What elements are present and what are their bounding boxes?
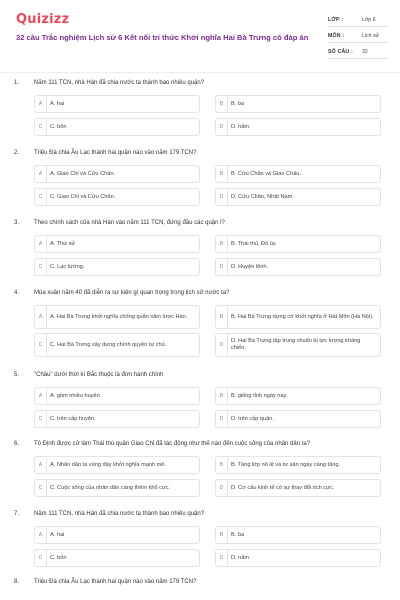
option-text: C. Giao Chỉ và Cửu Chân. — [50, 193, 116, 200]
option-text: A. gồm nhiều huyện. — [50, 392, 102, 399]
option-text: C. Cuộc sống của nhân dân càng thêm khổ cực. — [50, 484, 171, 491]
option-text: D. Cơ cấu kinh tế có sự thay đổi tích cực. — [231, 484, 335, 491]
option-letter: D — [216, 119, 228, 135]
meta-key: MÔN : — [328, 33, 345, 39]
option-letter: C — [35, 259, 47, 275]
option-text: D. năm — [231, 123, 250, 130]
option-text: C. trên cấp huyện. — [50, 415, 96, 422]
question-number: 5. — [14, 372, 20, 378]
answer-option-b[interactable] — [215, 235, 381, 253]
answer-option-c[interactable] — [34, 479, 200, 497]
question-number: 7. — [14, 511, 20, 517]
question-text: Tô Định được cử làm Thái thú quận Giao Chỉ đã tác động như thế nào đến cuộc sống của nhân dân ta? — [34, 441, 311, 447]
question-number: 6. — [14, 441, 20, 447]
option-text: C. Lạc tướng. — [50, 263, 85, 270]
quizizz-logo[interactable]: Quizizz — [16, 12, 70, 27]
option-letter: A — [35, 388, 47, 404]
worksheet-title: 32 câu Trắc nghiệm Lịch sử 6 Kết nối tri thức Khởi nghĩa Hai Bà Trưng có đáp án — [16, 33, 309, 42]
option-text: D. năm — [231, 554, 250, 561]
answer-option-d[interactable] — [215, 479, 381, 497]
answer-option-a[interactable] — [34, 165, 200, 183]
option-text: A. Thứ sử — [50, 240, 76, 247]
option-text: A. hai — [50, 100, 65, 107]
option-letter: B — [216, 236, 228, 252]
option-letter: C — [35, 550, 47, 566]
option-text: D. Hai Bà Trưng tập trung chuẩn bị lực lượng kháng chiến. — [231, 338, 361, 351]
option-letter: B — [216, 388, 228, 404]
answer-option-b[interactable] — [215, 305, 381, 329]
answer-option-c[interactable] — [34, 410, 200, 428]
answer-option-d[interactable] — [215, 333, 381, 357]
question-text: "Châu" dưới thời kì Bắc thuộc là đơn hành chính — [34, 372, 164, 378]
answer-option-c[interactable] — [34, 188, 200, 206]
option-text: B. ba — [231, 531, 245, 538]
answer-option-d[interactable] — [215, 258, 381, 276]
meta-value: Lịch sử — [362, 33, 380, 39]
option-text: A. hai — [50, 531, 65, 538]
option-letter: B — [216, 306, 228, 328]
option-letter: C — [35, 119, 47, 135]
meta-value: 32 — [362, 49, 368, 55]
option-text: B. Hai Bà Trưng dựng cờ khởi nghĩa ở Hát Môn (Hà Nội). — [231, 313, 374, 320]
answer-option-a[interactable] — [34, 387, 200, 405]
worksheet-header — [0, 0, 400, 70]
answer-option-b[interactable] — [215, 387, 381, 405]
question-text: Theo chính sách của nhà Hán vào năm 111 TCN, đứng đầu các quận l? — [34, 220, 225, 226]
option-letter: C — [35, 411, 47, 427]
option-letter: D — [216, 259, 228, 275]
question-number: 1. — [14, 80, 20, 86]
header-divider — [0, 72, 400, 73]
option-text: A. Nhân dân ta vùng dậy khởi nghĩa mạnh mẽ. — [50, 461, 166, 468]
answer-option-a[interactable] — [34, 456, 200, 474]
option-letter: D — [216, 334, 228, 356]
option-letter: B — [216, 457, 228, 473]
answer-option-d[interactable] — [215, 410, 381, 428]
question-text: Mùa xuân năm 40 đã diễn ra sự kiện gì quan trọng trong lịch sử nước ta? — [34, 290, 230, 296]
option-text: D. Huyện lệnh. — [231, 263, 269, 270]
question-text: Năm 111 TCN, nhà Hán đã chia nước ta thành bao nhiêu quận? — [34, 80, 205, 86]
option-letter: A — [35, 96, 47, 112]
answer-option-c[interactable] — [34, 258, 200, 276]
meta-row-question-count — [328, 46, 388, 59]
option-letter: D — [216, 189, 228, 205]
answer-option-b[interactable] — [215, 95, 381, 113]
option-letter: C — [35, 480, 47, 496]
answer-option-a[interactable] — [34, 235, 200, 253]
question-number: 2. — [14, 150, 20, 156]
option-letter: C — [35, 189, 47, 205]
meta-value: Lớp 6 — [362, 17, 376, 23]
answer-option-d[interactable] — [215, 118, 381, 136]
question-text: Năm 111 TCN, nhà Hán đã chia nước ta thành bao nhiêu quận? — [34, 511, 205, 517]
answer-option-b[interactable] — [215, 456, 381, 474]
option-letter: C — [35, 334, 47, 356]
option-text: A. Giao Chỉ và Cửu Chân. — [50, 170, 115, 177]
answer-option-b[interactable] — [215, 165, 381, 183]
option-text: B. Thái thú, Đô úy. — [231, 240, 277, 247]
option-letter: A — [35, 236, 47, 252]
meta-key: SỐ CÂU : — [328, 49, 353, 55]
option-letter: A — [35, 166, 47, 182]
meta-key: LỚP : — [328, 17, 344, 23]
answer-option-c[interactable] — [34, 549, 200, 567]
question-text: Triệu Đà chia Âu Lạc thành hai quận nào vào năm 179 TCN? — [34, 150, 197, 156]
answer-option-d[interactable] — [215, 188, 381, 206]
answer-option-b[interactable] — [215, 526, 381, 544]
option-letter: A — [35, 527, 47, 543]
option-text: C. bốn — [50, 554, 67, 561]
option-text: D. Cửu Chân, Nhật Nam. — [231, 193, 294, 200]
meta-row-grade — [328, 14, 388, 27]
option-text: C. bốn — [50, 123, 67, 130]
option-letter: A — [35, 306, 47, 328]
question-number: 8. — [14, 579, 20, 585]
option-letter: D — [216, 411, 228, 427]
option-text: B. giống tỉnh ngày nay. — [231, 392, 288, 399]
option-text: C. Hai Bà Trưng xây dựng chính quyền tự chủ. — [50, 341, 167, 348]
option-letter: B — [216, 96, 228, 112]
option-text: B. Tầng lớp nô lệ và tư sản ngày càng tăng. — [231, 461, 340, 468]
option-letter: B — [216, 166, 228, 182]
option-text: D. trên cấp quận. — [231, 415, 274, 422]
answer-option-d[interactable] — [215, 549, 381, 567]
option-text: B. ba — [231, 100, 245, 107]
answer-option-a[interactable] — [34, 305, 200, 329]
meta-row-subject — [328, 30, 388, 43]
answer-option-a[interactable] — [34, 95, 200, 113]
option-text: B. Cửu Chân và Giao Châu. — [231, 170, 301, 177]
option-letter: D — [216, 550, 228, 566]
worksheet-meta — [328, 14, 388, 59]
question-number: 4. — [14, 290, 20, 296]
question-text: Triệu Đà chia Âu Lạc thành hai quận nào vào năm 179 TCN? — [34, 579, 197, 585]
answer-option-a[interactable] — [34, 526, 200, 544]
answer-option-c[interactable] — [34, 118, 200, 136]
answer-option-c[interactable] — [34, 333, 200, 357]
option-text: A. Hai Bà Trưng khởi nghĩa chống quân xâm lược Hán. — [50, 313, 188, 320]
option-letter: A — [35, 457, 47, 473]
option-letter: B — [216, 527, 228, 543]
option-letter: D — [216, 480, 228, 496]
question-number: 3. — [14, 220, 20, 226]
